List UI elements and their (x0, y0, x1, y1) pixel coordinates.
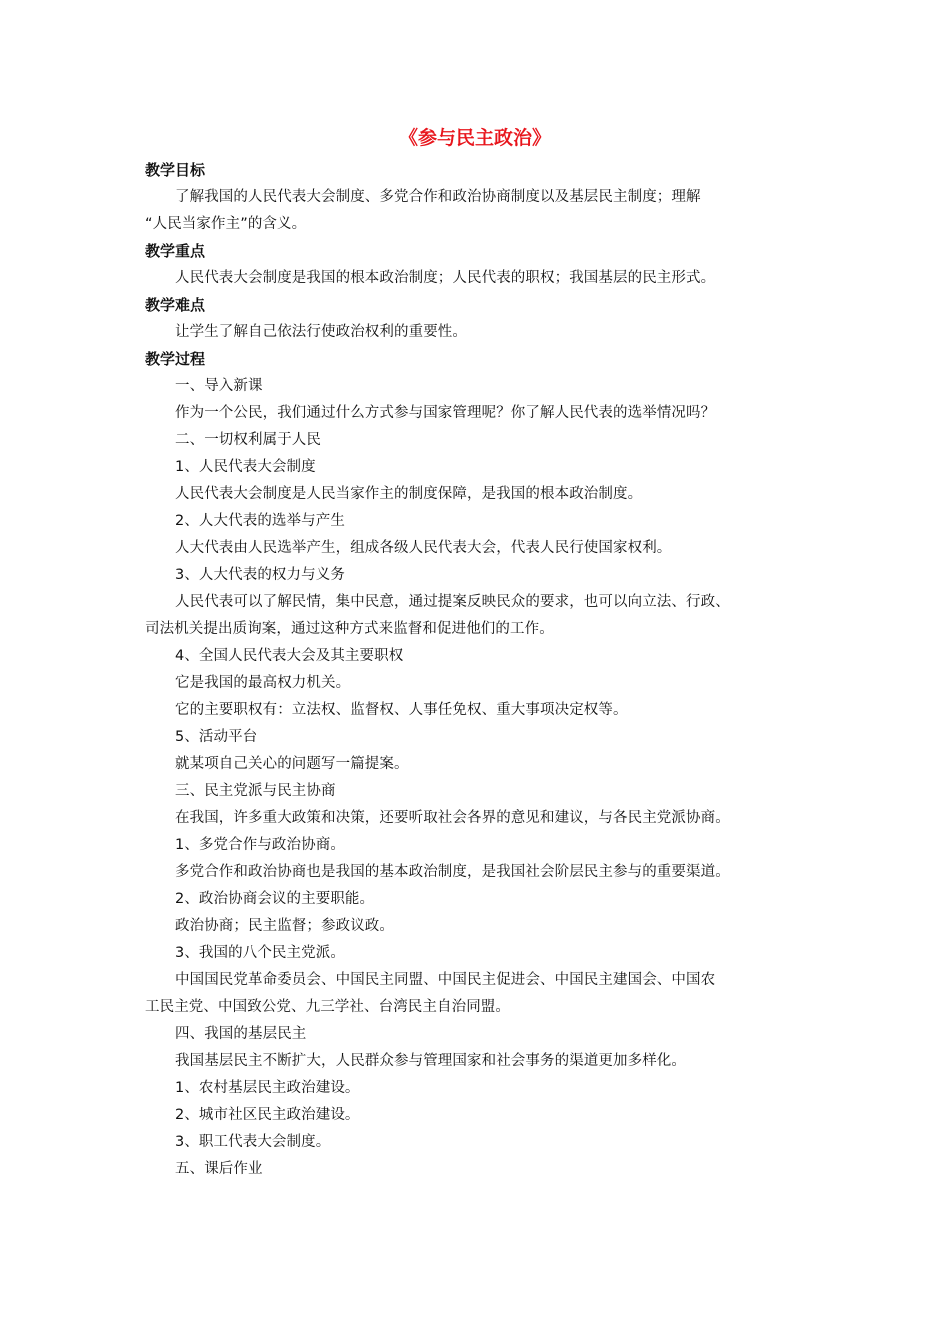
body-line: 作为一个公民，我们通过什么方式参与国家管理呢？你了解人民代表的选举情况吗？ (175, 405, 716, 421)
body-line: 了解我国的人民代表大会制度、多党合作和政治协商制度以及基层民主制度；理解 (175, 189, 701, 205)
body-line: 3、职工代表大会制度。 (175, 1134, 331, 1150)
body-line: 它是我国的最高权力机关。 (175, 675, 351, 691)
body-line: 在我国，许多重大政策和决策，还要听取社会各界的意见和建议，与各民主党派协商。 (175, 810, 730, 826)
body-line: 5、活动平台 (175, 729, 258, 745)
body-line: 人大代表由人民选举产生，组成各级人民代表大会，代表人民行使国家权利。 (175, 540, 672, 556)
body-line: 四、我国的基层民主 (175, 1026, 307, 1042)
document-title: 《参与民主政治》 (398, 127, 551, 149)
section-heading: 教学过程 (145, 350, 206, 368)
body-line: “人民当家作主”的含义。 (145, 216, 307, 232)
body-line: 3、我国的八个民主党派。 (175, 945, 345, 961)
body-line: 3、人大代表的权力与义务 (175, 567, 345, 583)
section-heading: 教学难点 (145, 296, 206, 314)
body-line: 让学生了解自己依法行使政治权利的重要性。 (175, 324, 467, 340)
body-line: 1、多党合作与政治协商。 (175, 837, 345, 853)
body-line: 就某项自己关心的问题写一篇提案。 (175, 756, 409, 772)
body-line: 我国基层民主不断扩大，人民群众参与管理国家和社会事务的渠道更加多样化。 (175, 1053, 686, 1069)
body-line: 1、农村基层民主政治建设。 (175, 1080, 360, 1096)
body-line: 2、人大代表的选举与产生 (175, 513, 345, 529)
section-heading: 教学目标 (145, 161, 206, 179)
body-line: 司法机关提出质询案，通过这种方式来监督和促进他们的工作。 (145, 621, 554, 637)
body-line: 一、导入新课 (175, 378, 263, 394)
body-line: 工民主党、中国致公党、九三学社、台湾民主自治同盟。 (145, 999, 510, 1015)
body-line: 人民代表可以了解民情，集中民意，通过提案反映民众的要求，也可以向立法、行政、 (175, 594, 730, 610)
document-body (145, 157, 815, 1183)
body-line: 政治协商；民主监督；参政议政。 (175, 918, 394, 934)
body-line: 人民代表大会制度是人民当家作主的制度保障，是我国的根本政治制度。 (175, 486, 643, 502)
body-line: 五、课后作业 (175, 1161, 263, 1177)
body-line: 人民代表大会制度是我国的根本政治制度；人民代表的职权；我国基层的民主形式。 (175, 270, 716, 286)
body-line: 三、民主党派与民主协商 (175, 783, 336, 799)
body-line: 它的主要职权有：立法权、监督权、人事任免权、重大事项决定权等。 (175, 702, 628, 718)
body-line: 中国国民党革命委员会、中国民主同盟、中国民主促进会、中国民主建国会、中国农 (175, 972, 716, 988)
body-line: 二、一切权利属于人民 (175, 432, 321, 448)
body-line: 2、城市社区民主政治建设。 (175, 1107, 360, 1123)
section-heading: 教学重点 (145, 242, 206, 260)
body-line: 2、政治协商会议的主要职能。 (175, 891, 375, 907)
body-line: 多党合作和政治协商也是我国的基本政治制度，是我国社会阶层民主参与的重要渠道。 (175, 864, 730, 880)
body-line: 4、全国人民代表大会及其主要职权 (175, 648, 404, 664)
body-line: 1、人民代表大会制度 (175, 459, 316, 475)
